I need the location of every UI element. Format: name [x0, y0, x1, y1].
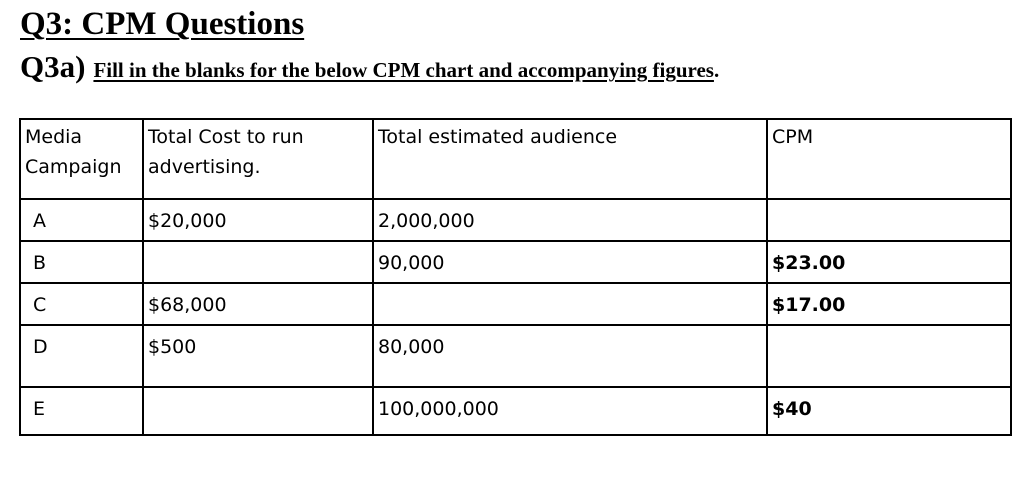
cost-cell: $68,000 [143, 283, 373, 325]
table-row [20, 387, 1011, 435]
header-media-campaign: Media Campaign [20, 119, 143, 199]
cpm-cell [767, 199, 1011, 241]
cpm-cell: $23.00 [767, 241, 1011, 283]
page-title: Q3: CPM Questions [20, 6, 305, 42]
cost-cell [143, 387, 373, 435]
audience-cell: 100,000,000 [373, 387, 767, 435]
media-cell: D [20, 325, 143, 387]
audience-cell: 2,000,000 [373, 199, 767, 241]
audience-cell [373, 283, 767, 325]
header-total-audience: Total estimated audience [373, 119, 767, 199]
question-text: Fill in the blanks for the below CPM chart and accompanying figures [93, 58, 714, 82]
media-cell: C [20, 283, 143, 325]
question-number: Q3a) [20, 49, 86, 84]
table-header-row [20, 119, 1011, 199]
cost-cell [143, 241, 373, 283]
audience-cell: 90,000 [373, 241, 767, 283]
media-cell: A [20, 199, 143, 241]
question-period: . [713, 58, 720, 82]
cpm-cell [767, 325, 1011, 387]
question-heading [20, 48, 719, 89]
cost-cell: $500 [143, 325, 373, 387]
audience-cell: 80,000 [373, 325, 767, 387]
table-row [20, 325, 1011, 387]
media-cell: E [20, 387, 143, 435]
table-row [20, 241, 1011, 283]
cpm-cell: $17.00 [767, 283, 1011, 325]
cpm-cell: $40 [767, 387, 1011, 435]
table-row [20, 283, 1011, 325]
media-cell: B [20, 241, 143, 283]
table-row [20, 199, 1011, 241]
cpm-table [19, 118, 1012, 436]
header-cpm: CPM [767, 119, 1011, 199]
header-total-cost: Total Cost to run advertising. [143, 119, 373, 199]
cost-cell: $20,000 [143, 199, 373, 241]
